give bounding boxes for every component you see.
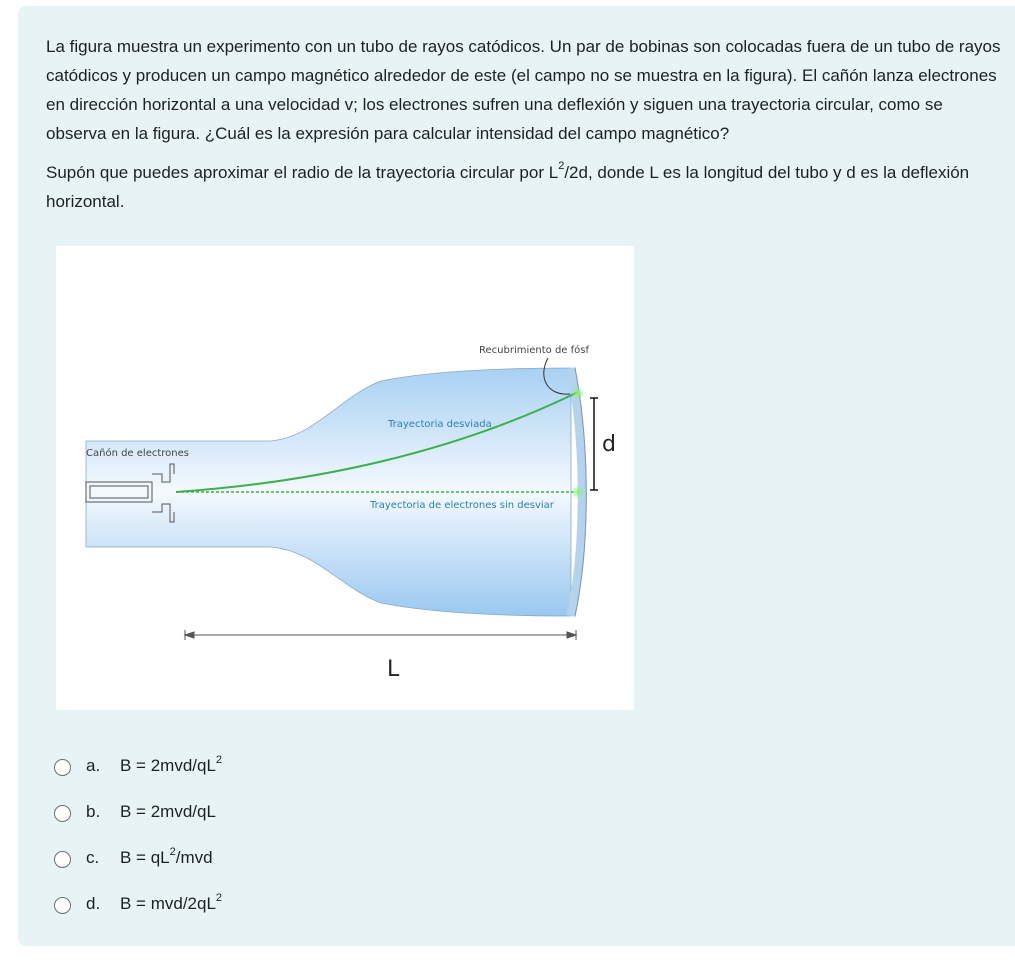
paragraph-2-end: /2d, donde L es la longitud del tubo y d es la deflexión horizontal. — [46, 163, 970, 211]
L-label: L — [387, 657, 400, 682]
deflected-label: Trayectoria desviada — [388, 419, 492, 430]
paragraph-2-start: Supón que puedes aproximar el radio de la trayectoria circular por L — [46, 163, 559, 182]
option-a-radio[interactable] — [54, 759, 71, 776]
option-c-formula-end: /mvd — [175, 848, 213, 867]
undeflected-label: Trayectoria de electrones sin desviar — [370, 500, 554, 511]
option-d-text[interactable] — [120, 892, 222, 916]
option-b-letter: b. — [86, 802, 101, 821]
option-c-text[interactable] — [120, 846, 213, 870]
d-dimension — [590, 398, 598, 490]
deflected-glow — [571, 386, 585, 400]
option-a-text[interactable] — [120, 754, 222, 778]
gun-label: Cañón de electrones — [86, 448, 189, 459]
crt-diagram — [56, 246, 634, 710]
crt-figure — [56, 246, 634, 710]
option-b-radio[interactable] — [54, 805, 71, 822]
option-a-sup: 2 — [215, 754, 223, 766]
L-dimension — [185, 630, 576, 640]
option-d-letter: d. — [86, 894, 101, 913]
option-c-letter: c. — [86, 848, 100, 867]
option-c-formula: B = qL — [120, 848, 170, 867]
option-b-formula: B = 2mvd/qL — [120, 802, 216, 821]
coating-label: Recubrimiento de fósf — [479, 345, 589, 356]
option-c-sup: 2 — [169, 846, 176, 858]
option-a-formula: B = 2mvd/qL — [120, 756, 216, 775]
option-a-letter: a. — [86, 756, 101, 775]
option-d-sup: 2 — [215, 892, 223, 904]
question-paragraph-1: La figura muestra un experimento con un tubo de rayos catódicos. Un par de bobinas son colocadas fuera de un tubo de rayos catódicos y producen un campo magnético alrededor de este (el campo no se muestra en la figura). El cañón lanza electrones en dirección horizontal a una velocidad v; los electrones sufren una deflexión y siguen una trayectoria circular, como se observa en la figura. ¿Cuál es la expresión para calcular intensidad del campo magnético? — [46, 37, 1001, 143]
option-d-radio[interactable] — [54, 897, 71, 914]
undeflected-glow — [571, 485, 585, 499]
d-label: d — [602, 432, 616, 457]
question-text — [46, 32, 1006, 216]
paragraph-2-superscript: 2 — [558, 160, 565, 172]
option-c-radio[interactable] — [54, 851, 71, 868]
question-paragraph-2 — [46, 158, 1006, 216]
option-d-formula: B = mvd/2qL — [120, 894, 216, 913]
option-b-text[interactable] — [120, 800, 216, 824]
